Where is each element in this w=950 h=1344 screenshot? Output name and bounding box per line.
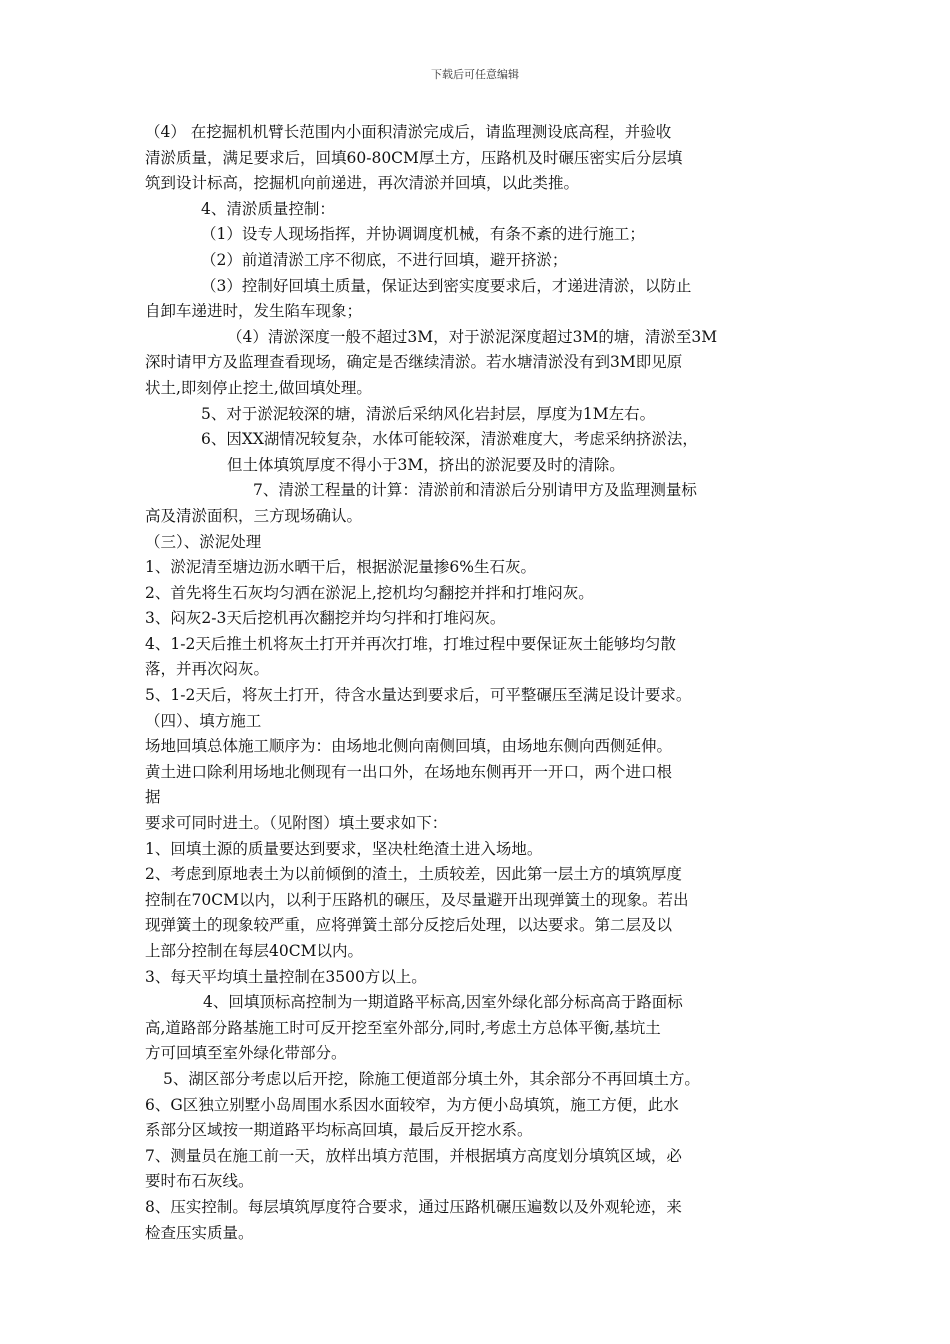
paragraph-line: 黄土进口除利用场地北侧现有一出口外，在场地东侧再开一开口，两个进口根 [145,762,673,781]
paragraph-line: 5、对于淤泥较深的塘，清淤后采纳风化岩封层，厚度为1M左右。 [201,404,656,423]
paragraph-line: 现弹簧土的现象较严重，应将弹簧土部分反挖后处理，以达要求。第二层及以 [145,916,673,935]
paragraph-line: （三）、淤泥处理 [145,532,262,551]
document-body [145,120,825,1246]
paragraph-line: 方可回填至室外绿化带部分。 [145,1044,347,1063]
paragraph-line: 1、回填土源的质量要达到要求，坚决杜绝渣土进入场地。 [145,839,543,858]
paragraph-line: 要求可同时进土。（见附图）填土要求如下： [145,814,448,833]
paragraph-line: （2）前道清淤工序不彻底，不进行回填，避开挤淤； [201,250,568,269]
paragraph-line: 2、首先将生石灰均匀洒在淤泥上,挖机均匀翻挖并拌和打堆闷灰。 [145,583,594,602]
paragraph-line: 3、闷灰2-3天后挖机再次翻挖并均匀拌和打堆闷灰。 [145,609,506,628]
paragraph-line: 筑到设计标高，挖掘机向前递进，再次清淤并回填，以此类推。 [145,174,580,193]
paragraph-line: （3）控制好回填土质量，保证达到密实度要求后，才递进清淤，以防止 [201,276,692,295]
paragraph-line: 6、因XX湖情况较复杂，水体可能较深，清淤难度大，考虑采纳挤淤法， [201,430,698,449]
paragraph-line: 状土,即刻停止挖土,做回填处理。 [145,378,372,397]
paragraph-line: 要时布石灰线。 [145,1172,254,1191]
paragraph-line: 5、1-2天后，将灰土打开，待含水量达到要求后，可平整碾压至满足设计要求。 [145,686,692,705]
paragraph-line: 但土体填筑厚度不得小于3M，挤出的淤泥要及时的清除。 [227,455,625,474]
paragraph-line: 7、测量员在施工前一天，放样出填方范围，并根据填方高度划分填筑区域，必 [145,1146,682,1165]
paragraph-line: 2、考虑到原地表土为以前倾倒的渣土，土质较差，因此第一层土方的填筑厚度 [145,865,682,884]
paragraph-line: 清淤质量，满足要求后，回填60-80CM厚土方，压路机及时碾压密实后分层填 [145,148,683,167]
paragraph-line: 深时请甲方及监理查看现场，确定是否继续清淤。若水塘清淤没有到3M即见原 [145,353,683,372]
paragraph-line: 据 [145,788,161,807]
paragraph-line: 4、回填顶标高控制为一期道路平标高,因室外绿化部分标高高于路面标 [203,993,683,1012]
paragraph-line: 5、湖区部分考虑以后开挖，除施工便道部分填土外，其余部分不再回填土方。 [163,1069,700,1088]
paragraph-line: 3、每天平均填土量控制在3500方以上。 [145,967,427,986]
paragraph-line: 检查压实质量。 [145,1223,254,1242]
paragraph-line: 6、G区独立别墅小岛周围水系因水面较窄，为方便小岛填筑，施工方便，此水 [145,1095,679,1114]
paragraph-line: 系部分区域按一期道路平均标高回填，最后反开挖水系。 [145,1121,533,1140]
paragraph-line: 1、淤泥清至塘边沥水晒干后，根据淤泥量掺6%生石灰。 [145,558,536,577]
paragraph-line: 高及清淤面积，三方现场确认。 [145,506,363,525]
paragraph-line: 4、1-2天后推土机将灰土打开并再次打堆，打堆过程中要保证灰土能够均匀散 [145,634,676,653]
paragraph-line: 4、清淤质量控制： [201,199,335,218]
paragraph-line: （四）、填方施工 [145,711,262,730]
paragraph-line: 8、压实控制。每层填筑厚度符合要求，通过压路机碾压遍数以及外观轮迹，来 [145,1197,682,1216]
paragraph-line: 场地回填总体施工顺序为：由场地北侧向南侧回填，由场地东侧向西侧延伸。 [145,737,673,756]
paragraph-line: 上部分控制在每层40CM以内。 [145,942,363,960]
paragraph-line: （4） 在挖掘机机臂长范围内小面积清淤完成后，请监理测设底高程，并验收 [145,123,672,141]
paragraph-line: 控制在70CM以内，以利于压路机的碾压，及尽量避开出现弹簧土的现象。若出 [145,890,689,909]
paragraph-line: （1）设专人现场指挥，并协调调度机械，有条不紊的进行施工； [201,225,645,244]
paragraph-line: 落，并再次闷灰。 [145,660,270,679]
page-header: 下载后可任意编辑 [431,68,519,81]
paragraph-line: 自卸车递进时，发生陷车现象； [145,302,363,321]
paragraph-line: 7、清淤工程量的计算：清淤前和清淤后分别请甲方及监理测量标 [253,481,697,500]
paragraph-line: （4）清淤深度一般不超过3M，对于淤泥深度超过3M的塘，清淤至3M [227,327,718,346]
paragraph-line: 高,道路部分路基施工时可反开挖至室外部分,同时,考虑土方总体平衡,基坑土 [145,1018,661,1037]
